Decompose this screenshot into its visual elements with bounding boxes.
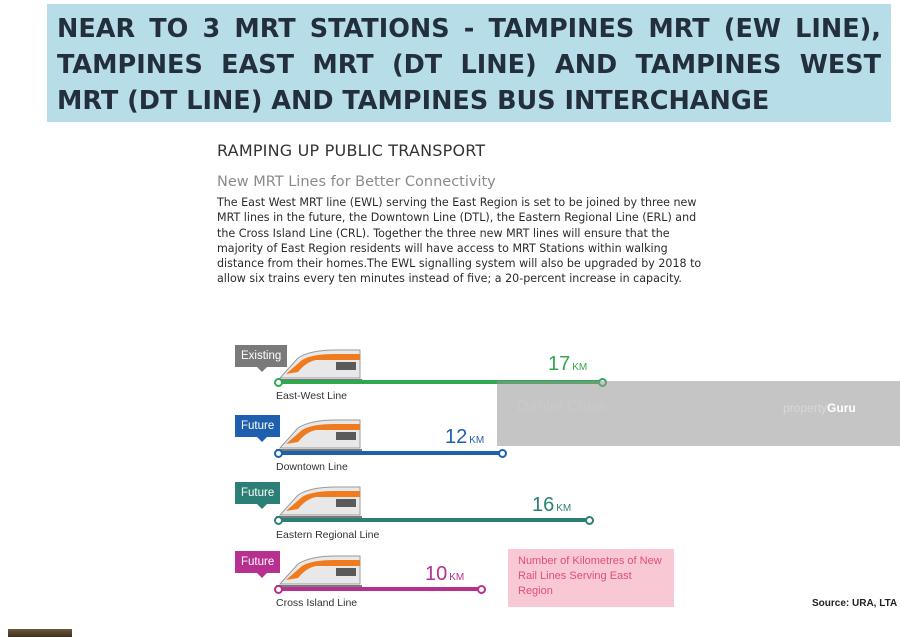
length-label-east-west: 17 KM bbox=[548, 353, 588, 375]
length-label-downtown: 12 KM bbox=[445, 426, 485, 448]
length-label-cross-island: 10 KM bbox=[425, 563, 465, 585]
train-icon bbox=[276, 550, 366, 590]
train-icon bbox=[276, 481, 366, 521]
length-label-eastern-regional: 16 KM bbox=[532, 494, 572, 516]
line-name-eastern-regional: Eastern Regional Line bbox=[276, 529, 380, 541]
line-name-downtown: Downtown Line bbox=[276, 461, 348, 473]
logo-fragment bbox=[8, 629, 72, 637]
train-icon bbox=[276, 344, 366, 384]
line-name-cross-island: Cross Island Line bbox=[276, 597, 358, 609]
line-start-dot bbox=[274, 516, 283, 525]
line-bar-cross-island bbox=[279, 587, 481, 591]
line-bar-downtown bbox=[279, 451, 502, 455]
line-start-dot bbox=[274, 585, 283, 594]
line-start-dot bbox=[274, 449, 283, 458]
line-end-dot bbox=[585, 516, 594, 525]
tag-future: Future bbox=[235, 482, 280, 504]
tag-existing: Existing bbox=[235, 345, 287, 367]
line-bar-eastern-regional bbox=[279, 518, 589, 522]
banner-title: NEAR TO 3 MRT STATIONS - TAMPINES MRT (EW LINE), TAMPINES EAST MRT (DT LINE) AND TAMPINES WEST MRT (DT LINE) AND TAMPINES BUS INTERCHANGE bbox=[57, 14, 881, 116]
watermark-name: Daniel Chua bbox=[517, 398, 606, 415]
section-heading: RAMPING UP PUBLIC TRANSPORT bbox=[217, 141, 486, 160]
body-paragraph: The East West MRT line (EWL) serving the East Region is set to be joined by three new MRT lines in the future, the Downtown Line (DTL), the Eastern Regional Line (ERL) and the Cross Island Line (CRL). Together the three new MRT lines will ensure that the majority of East Region residents will have access to MRT Stations within walking distance from their homes.The EWL signalling system will also be upgraded by 2018 to allow six trains every ten minutes instead of five; a 20-percent increase in capacity. bbox=[217, 196, 702, 286]
tag-future: Future bbox=[235, 551, 280, 573]
tag-future: Future bbox=[235, 415, 280, 437]
line-end-dot bbox=[498, 449, 507, 458]
watermark-brand: propertyGuru bbox=[783, 401, 856, 415]
source-note: Source: URA, LTA bbox=[812, 598, 898, 609]
line-end-dot bbox=[477, 585, 486, 594]
line-name-east-west: East-West Line bbox=[276, 390, 348, 402]
legend-box: Number of Kilometres of New Rail Lines Serving East Region bbox=[508, 549, 674, 607]
section-subheading: New MRT Lines for Better Connectivity bbox=[217, 174, 496, 190]
line-start-dot bbox=[274, 378, 283, 387]
train-icon bbox=[276, 414, 366, 454]
title-banner bbox=[47, 4, 891, 122]
watermark-overlay bbox=[497, 381, 900, 446]
